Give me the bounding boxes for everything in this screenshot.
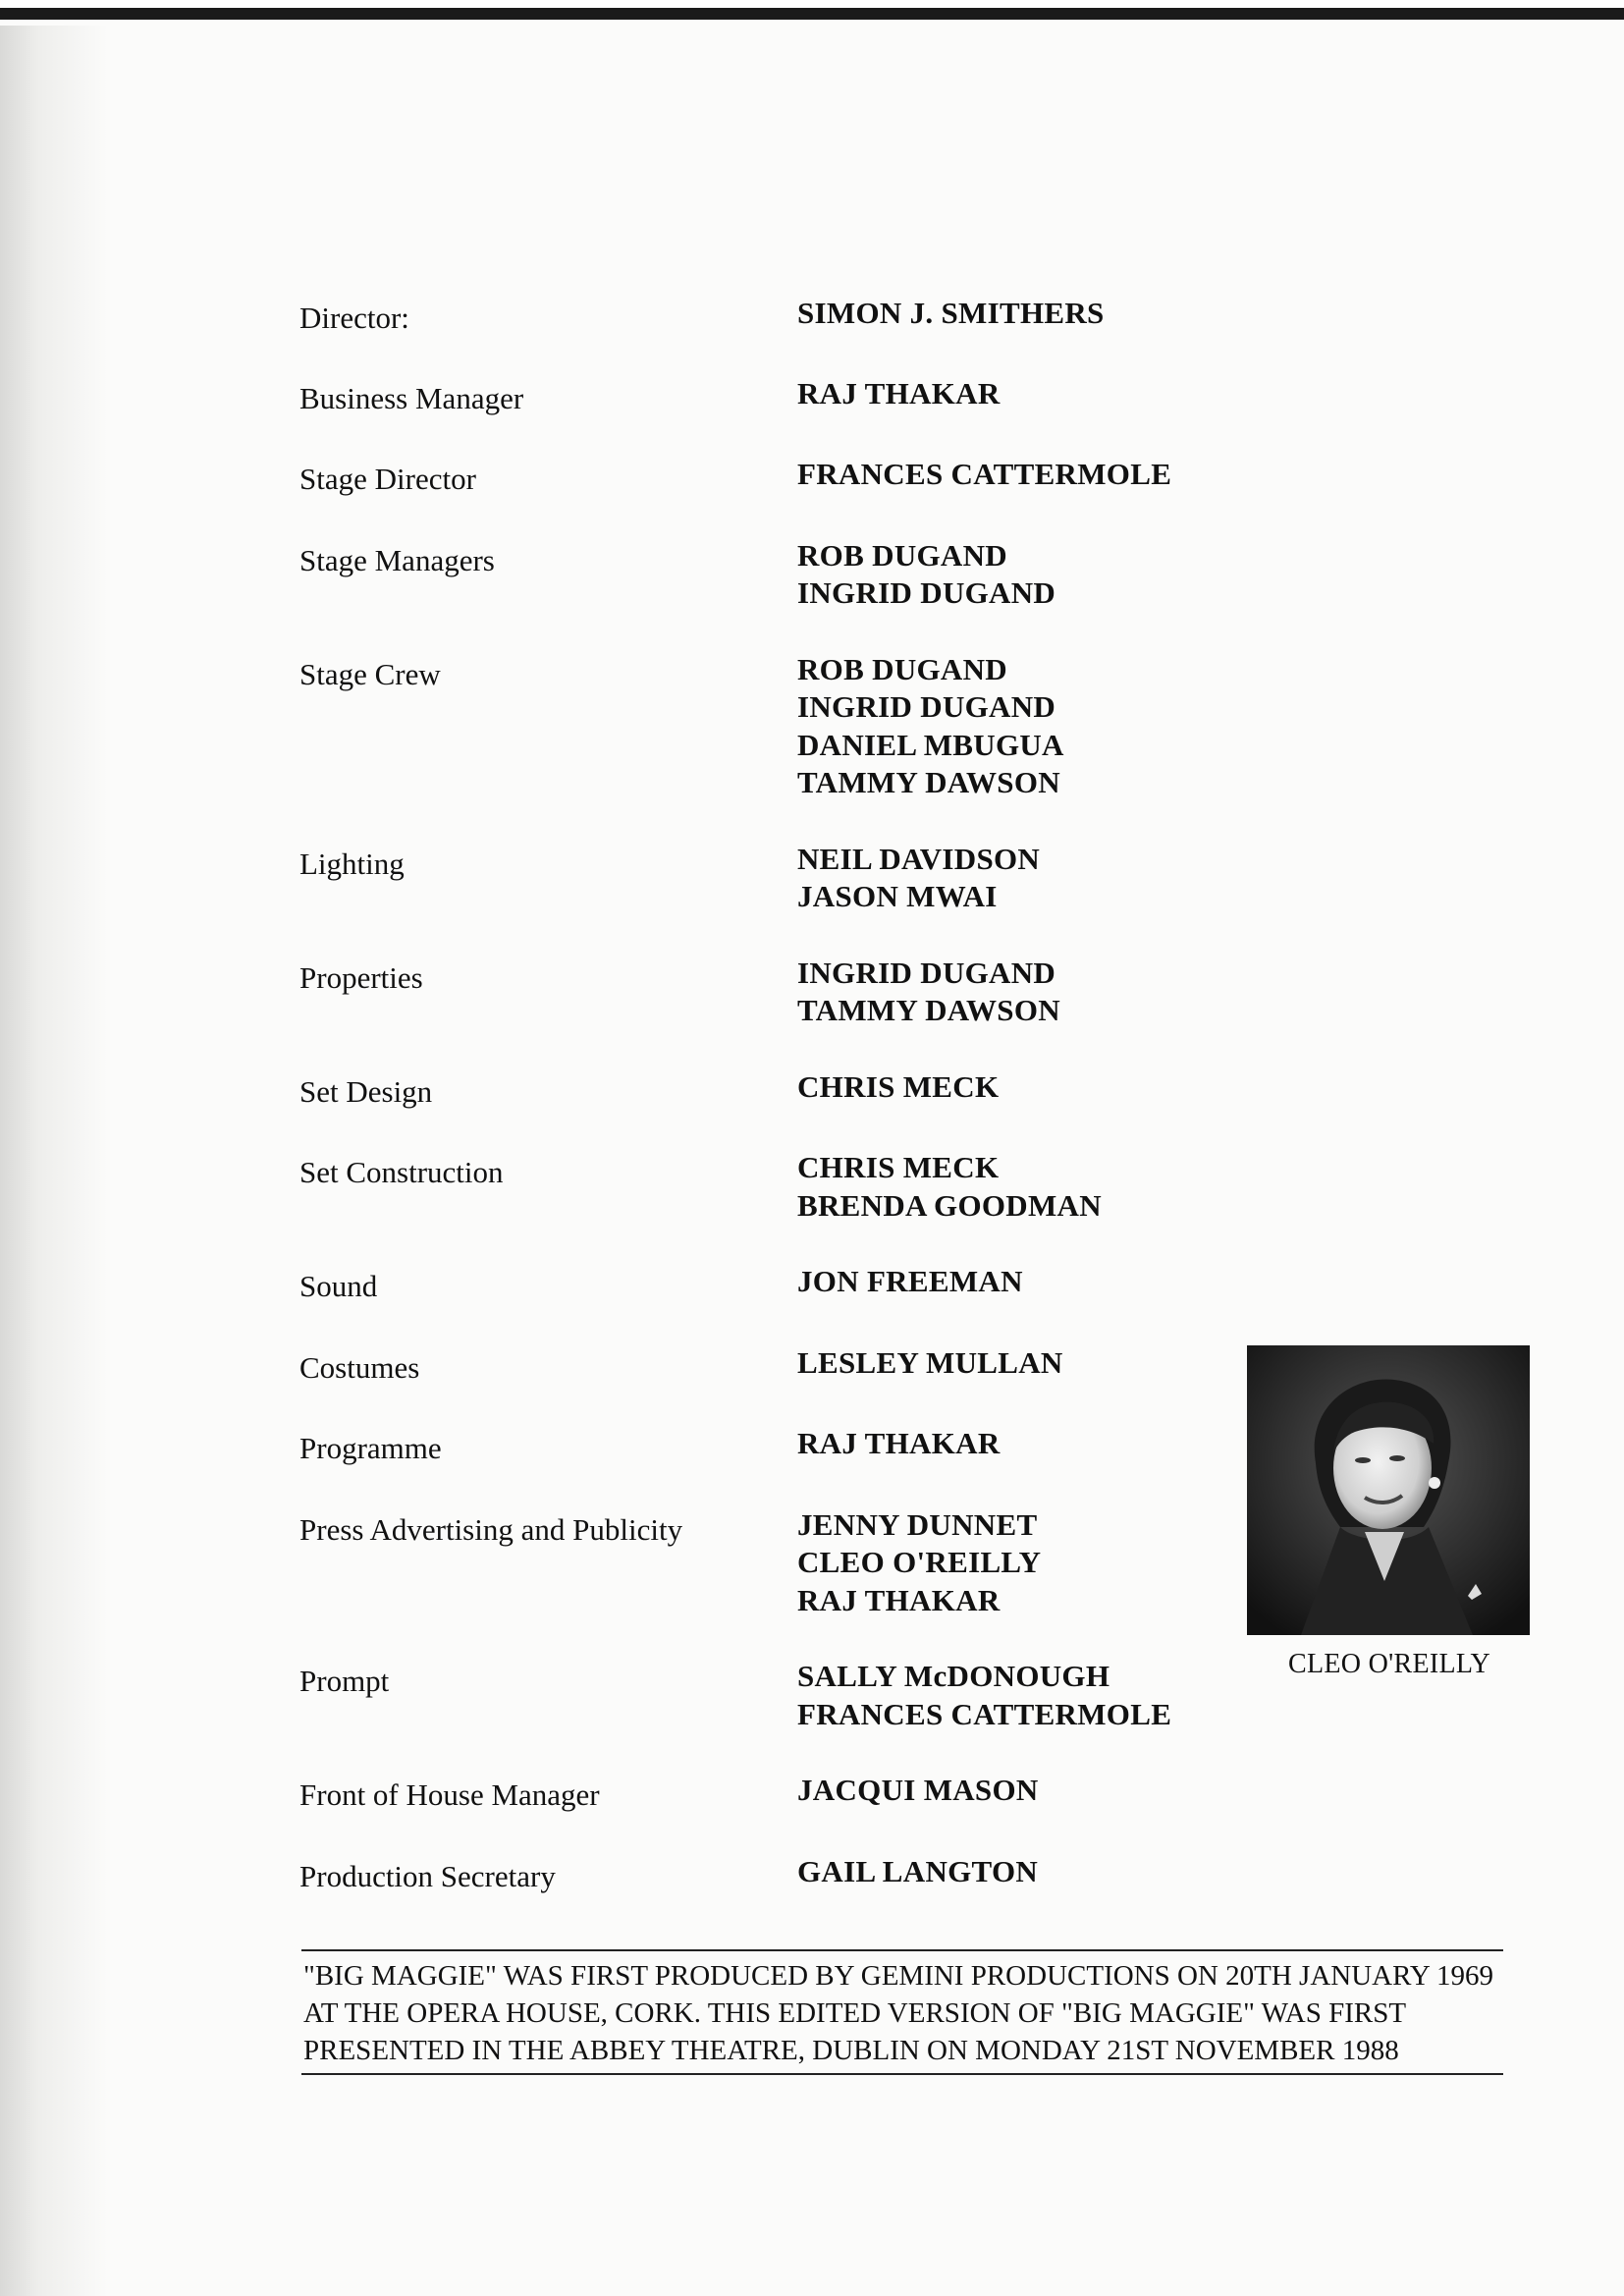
credit-name: SALLY McDONOUGH (797, 1659, 1110, 1693)
credit-name: CHRIS MECK (797, 1068, 1000, 1104)
credit-name: BRENDA GOODMAN (797, 1187, 1102, 1223)
credit-name: JASON MWAI (797, 879, 998, 913)
credit-role: Properties (299, 959, 423, 995)
credit-row (299, 375, 1222, 418)
credit-row (299, 1068, 1222, 1112)
credit-name: FRANCES CATTERMOLE (797, 457, 1172, 491)
credit-role: Director: (299, 301, 409, 335)
credit-role: Costumes (299, 1349, 420, 1385)
credit-names (797, 841, 1222, 916)
credit-name: JACQUI MASON (797, 1773, 1039, 1807)
credit-role: Prompt (299, 1664, 390, 1698)
credit-names (797, 456, 1222, 499)
credit-row (299, 1658, 1222, 1733)
credit-name: CHRIS MECK (797, 1150, 1000, 1184)
credit-names (797, 537, 1222, 613)
credit-row (299, 456, 1222, 499)
credit-role: Set Construction (299, 1155, 504, 1189)
credit-name: TAMMY DAWSON (797, 993, 1060, 1027)
credit-row (299, 1425, 1222, 1468)
production-note: "BIG MAGGIE" WAS FIRST PRODUCED BY GEMINI PRODUCTIONS ON 20TH JANUARY 1969 AT THE OPERA HOUSE, CORK. THIS EDITED VERSION OF "BIG MAGGIE" WAS FIRST PRESENTED IN THE ABBEY THEATRE, DUBLIN ON MONDAY 21ST NOVEMBER 1988 (301, 1949, 1503, 2075)
credit-role: Programme (299, 1431, 442, 1465)
credit-row (299, 651, 1222, 802)
credit-role: Set Design (299, 1073, 433, 1109)
credit-name: JON FREEMAN (797, 1264, 1023, 1298)
credit-name: JENNY DUNNET (797, 1506, 1038, 1542)
credit-names (797, 375, 1222, 418)
portrait-caption: CLEO O'REILLY (1288, 1649, 1490, 1679)
credit-name: SIMON J. SMITHERS (797, 296, 1105, 330)
credit-names (797, 1344, 1222, 1388)
credit-row (299, 841, 1222, 916)
credit-names (797, 1853, 1222, 1896)
credit-name: INGRID DUGAND (797, 575, 1056, 610)
credit-row (299, 1344, 1222, 1388)
credit-names (797, 1506, 1222, 1620)
credit-row (299, 295, 1222, 338)
credit-names (797, 1263, 1222, 1306)
credit-role: Press Advertising and Publicity (299, 1511, 683, 1547)
credit-names (797, 1425, 1222, 1468)
credit-name: CLEO O'REILLY (797, 1545, 1042, 1579)
credit-names (797, 295, 1222, 338)
credit-row (299, 1853, 1222, 1896)
credit-role: Stage Director (299, 462, 476, 496)
credit-name: FRANCES CATTERMOLE (797, 1696, 1172, 1731)
credit-names (797, 651, 1222, 802)
credit-names (797, 955, 1222, 1030)
credit-row (299, 537, 1222, 613)
credit-role: Stage Managers (299, 542, 495, 577)
credit-row (299, 1263, 1222, 1306)
portrait-figure (1247, 1345, 1532, 1680)
credit-role: Production Secretary (299, 1858, 556, 1893)
credit-name: DANIEL MBUGUA (797, 727, 1064, 762)
credit-names (797, 1772, 1222, 1815)
scan-top-edge (0, 0, 1624, 26)
credit-names (797, 1658, 1222, 1733)
credit-name: LESLEY MULLAN (797, 1344, 1063, 1380)
credit-name: ROB DUGAND (797, 651, 1007, 686)
credit-role: Business Manager (299, 380, 524, 415)
credit-row (299, 1149, 1222, 1225)
credit-role: Stage Crew (299, 656, 441, 691)
credit-row (299, 955, 1222, 1030)
credit-name: ROB DUGAND (797, 537, 1007, 573)
credit-name: INGRID DUGAND (797, 955, 1056, 990)
page-edge-shadow (0, 0, 108, 2296)
credits-list (299, 295, 1222, 1934)
credit-names (797, 1068, 1222, 1112)
credit-row (299, 1506, 1222, 1620)
credit-name: RAJ THAKAR (797, 1426, 1001, 1460)
credit-role: Front of House Manager (299, 1777, 600, 1812)
credit-name: RAJ THAKAR (797, 1582, 1001, 1617)
credit-name: INGRID DUGAND (797, 689, 1056, 724)
credit-row (299, 1772, 1222, 1815)
credit-role: Lighting (299, 846, 405, 881)
credit-role: Sound (299, 1269, 378, 1303)
credit-name: RAJ THAKAR (797, 375, 1001, 410)
credit-name: TAMMY DAWSON (797, 765, 1060, 799)
credit-name: GAIL LANGTON (797, 1853, 1039, 1888)
portrait-photo (1247, 1345, 1530, 1635)
credit-name: NEIL DAVIDSON (797, 841, 1041, 876)
credit-names (797, 1149, 1222, 1225)
